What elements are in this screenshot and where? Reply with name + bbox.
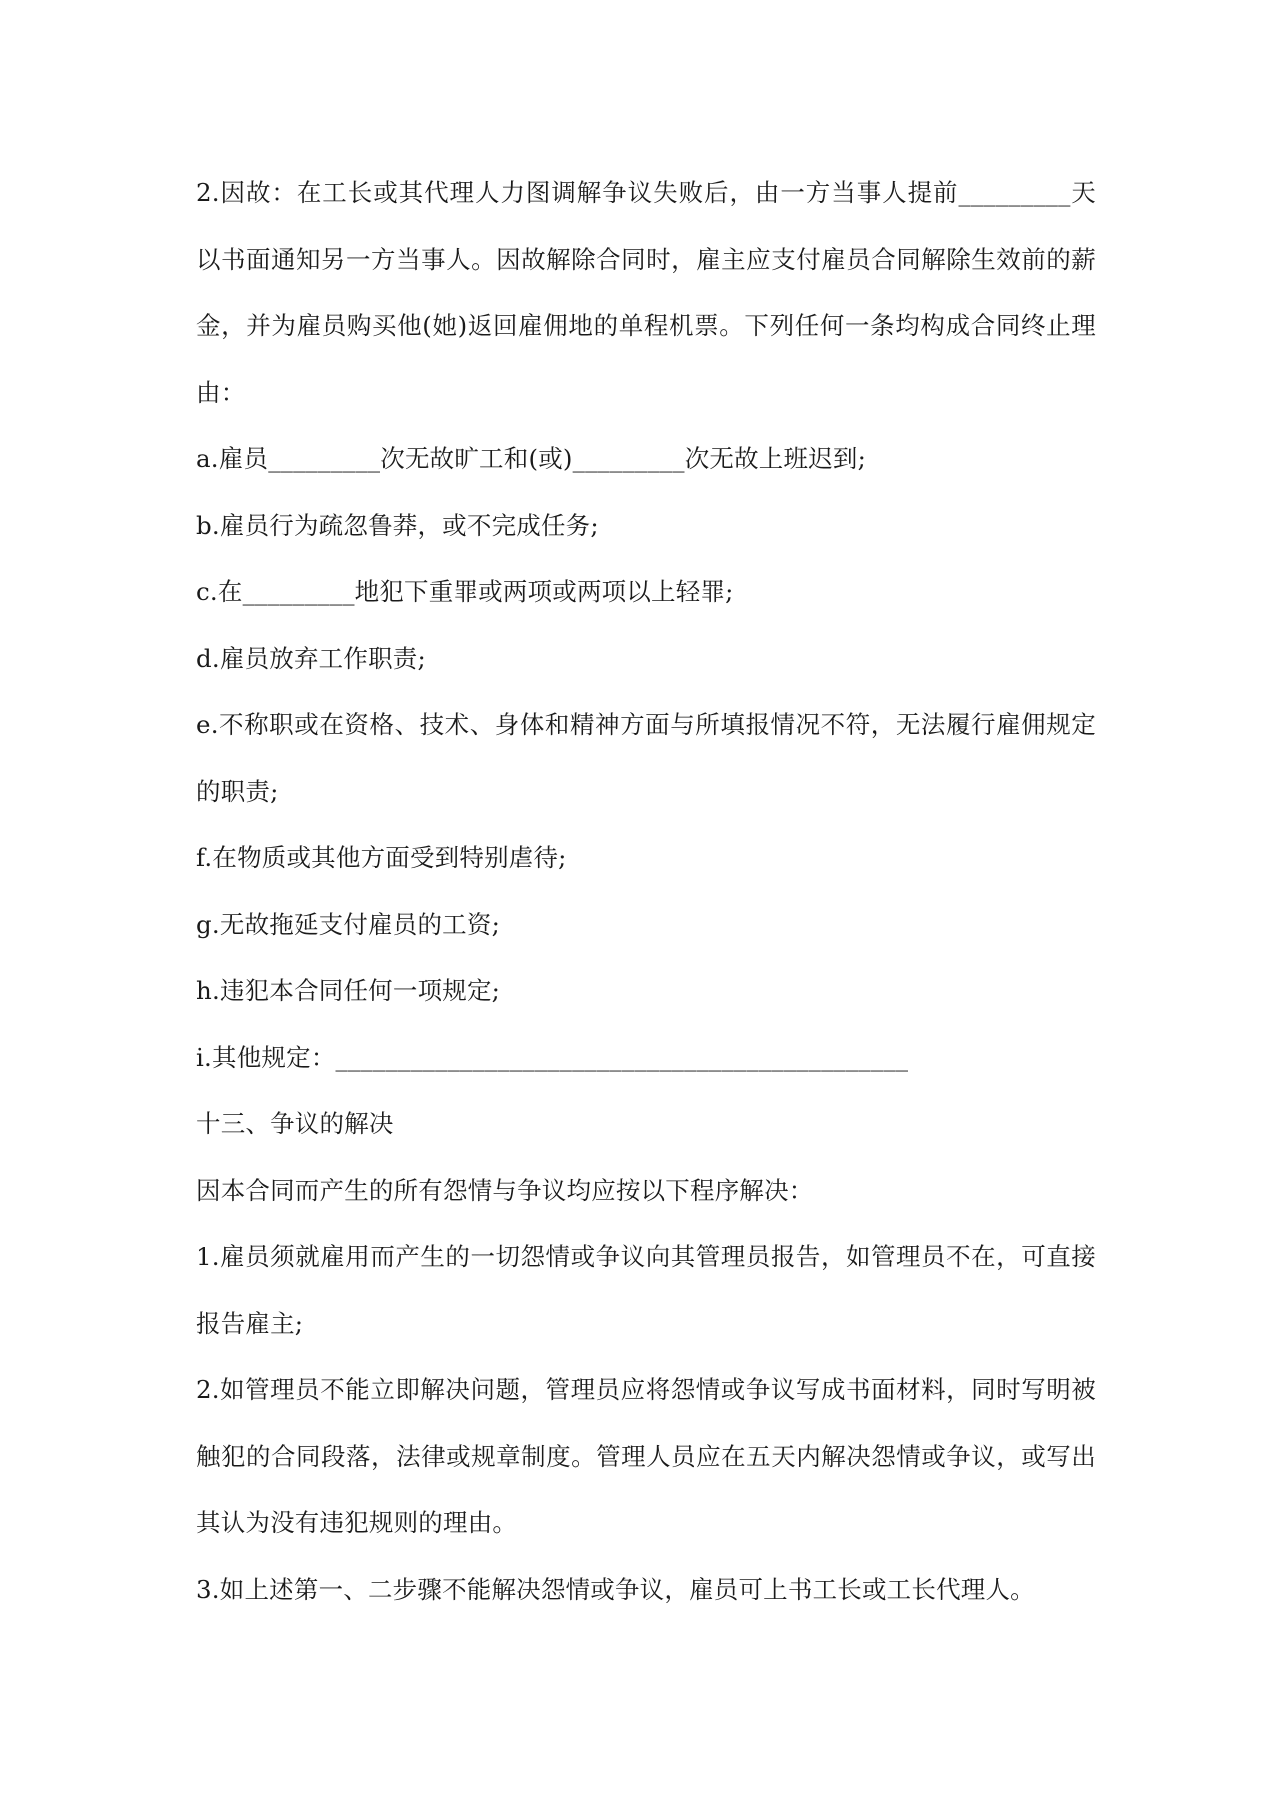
paragraph-step-1: 1.雇员须就雇用而产生的一切怨情或争议向其管理员报告，如管理员不在，可直接报告雇主; — [196, 1242, 1096, 1338]
section-heading-dispute-resolution: 十三、争议的解决 — [196, 1109, 394, 1138]
list-item-d-abandonment: d.雇员放弃工作职责; — [196, 643, 426, 673]
paragraph-step-2: 2.如管理员不能立即解决问题，管理员应将怨情或争议写成书面材料，同时写明被触犯的合同段落，法律或规章制度。管理人员应在五天内解决怨情或争议，或写出其认为没有违犯规则的理由。 — [196, 1375, 1096, 1537]
paragraph-dispute-intro: 因本合同而产生的所有怨情与争议均应按以下程序解决： — [196, 1175, 814, 1205]
paragraph-termination-for-cause: 2.因故：在工长或其代理人力图调解争议失败后，由一方当事人提前_________天以书面通知另一方当事人。因故解除合同时，雇主应支付雇员合同解除生效前的薪金，并为雇员购买他(她)返回雇佣地的单程机票。下列任何一条均构成合同终止理由： — [196, 178, 1096, 407]
list-item-e-incompetence: e.不称职或在资格、技术、身体和精神方面与所填报情况不符，无法履行雇佣规定的职责; — [196, 710, 1096, 806]
list-item-c-crime: c.在_________地犯下重罪或两项或两项以上轻罪; — [196, 577, 734, 606]
paragraph-step-3: 3.如上述第一、二步骤不能解决怨情或争议，雇员可上书工长或工长代理人。 — [196, 1574, 1035, 1604]
list-item-g-wage-delay: g.无故拖延支付雇员的工资; — [196, 909, 501, 939]
list-item-b-negligence: b.雇员行为疏忽鲁莽，或不完成任务; — [196, 510, 599, 540]
list-item-a-absence: a.雇员_________次无故旷工和(或)_________次无故上班迟到; — [196, 444, 867, 473]
document-body — [196, 160, 1096, 1623]
list-item-i-other: i.其他规定：______________________________________________ — [196, 1042, 909, 1072]
list-item-f-mistreatment: f.在物质或其他方面受到特别虐待; — [196, 843, 567, 872]
list-item-h-breach: h.违犯本合同任何一项规定; — [196, 976, 501, 1005]
